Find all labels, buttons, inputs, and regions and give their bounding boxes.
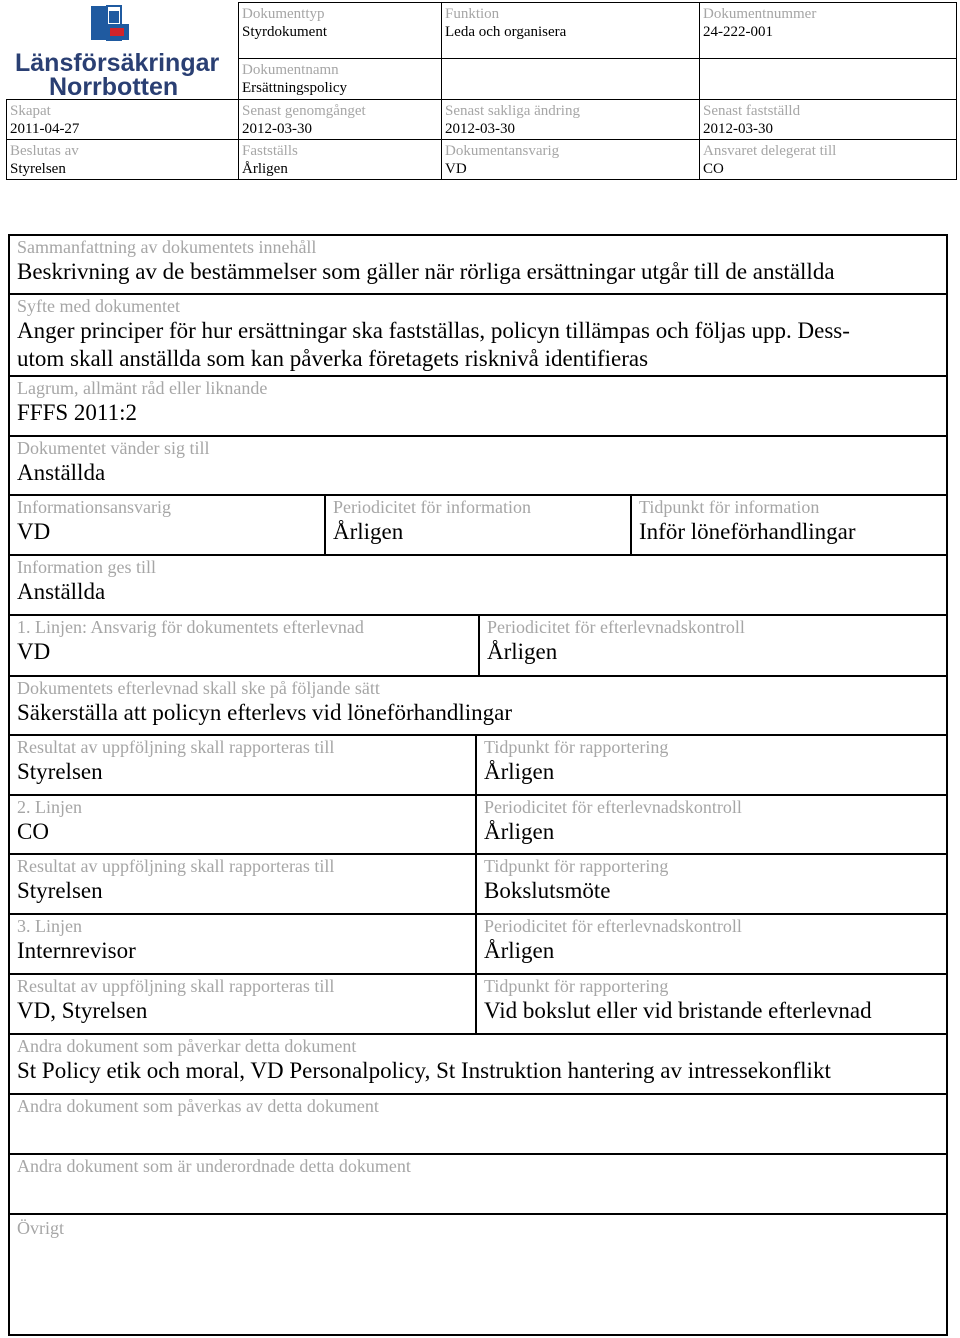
row-vander-sig-till <box>10 437 946 496</box>
field-value: Säkerställa att policyn efterlevs vid löneförhandlingar <box>17 700 512 725</box>
field-label: Andra dokument som påverkas av detta dokument <box>17 1096 379 1116</box>
field-senast-genomganget <box>239 99 442 139</box>
field-label: Dokumentnummer <box>703 6 817 22</box>
row-linje2 <box>10 796 946 855</box>
document-details-form <box>8 234 948 1336</box>
field-label: Beslutas av <box>10 142 79 159</box>
field-faststalls <box>239 139 442 179</box>
row-linje3-rapportering <box>10 975 946 1035</box>
row-sammanfattning <box>10 236 946 295</box>
field-dokumentnamn <box>239 59 442 99</box>
row-underordnade <box>10 1155 946 1215</box>
field-value: Internrevisor <box>17 938 136 963</box>
field-value: Styrdokument <box>242 24 327 40</box>
field-value: CO <box>703 160 724 177</box>
field-value: Ersättningspolicy <box>242 80 347 97</box>
row-efterlevnad <box>10 677 946 736</box>
field-beslutas-av <box>7 139 239 179</box>
field-value: 24-222-001 <box>703 24 773 40</box>
field-label: Dokumentansvarig <box>445 142 560 159</box>
field-label: Informationsansvarig <box>17 497 171 517</box>
row-linje2-rapportering <box>10 855 946 915</box>
field-value: Beskrivning av de bestämmelser som gäller när rörliga ersättningar utgår till de anställda <box>17 259 835 284</box>
field-senast-sakliga-andring <box>442 99 700 139</box>
field-dokumentnummer <box>700 3 957 59</box>
field-label: Skapat <box>10 102 51 119</box>
field-value: Styrelsen <box>10 160 66 177</box>
field-label: Information ges till <box>17 557 156 577</box>
field-label: Periodicitet för efterlevnadskontroll <box>484 916 742 936</box>
logo-name-line1: Länsförsäkringar <box>14 48 219 77</box>
row-paverkas <box>10 1095 946 1155</box>
field-label: Tidpunkt för rapportering <box>484 976 669 996</box>
field-value: St Policy etik och moral, VD Personalpolicy, St Instruktion hantering av intressekonflikt <box>17 1058 831 1083</box>
field-label: Andra dokument som påverkar detta dokument <box>17 1036 357 1056</box>
row-information-ges-till <box>10 556 946 616</box>
field-value: Årligen <box>242 160 288 177</box>
field-value: 2012-03-30 <box>242 120 312 137</box>
field-label: Övrigt <box>17 1218 64 1238</box>
empty-cell <box>442 59 700 99</box>
row-ovrigt <box>10 1215 946 1334</box>
field-label: Tidpunkt för information <box>639 497 820 517</box>
company-logo <box>7 3 239 99</box>
field-senast-faststalld <box>700 99 957 139</box>
field-value-line2: utom skall anställda som kan påverka företagets risknivå identifieras <box>17 346 649 371</box>
field-label: Sammanfattning av dokumentets innehåll <box>17 237 317 257</box>
row-linje1-rapportering <box>10 736 946 796</box>
field-value: 2012-03-30 <box>703 120 773 137</box>
row-paverkar <box>10 1035 946 1095</box>
field-value: VD <box>445 160 467 177</box>
field-label: 1. Linjen: Ansvarig för dokumentets efterlevnad <box>17 617 364 637</box>
field-label: Fastställs <box>242 142 298 159</box>
field-value: VD <box>17 519 51 544</box>
field-value: 2011-04-27 <box>10 120 80 137</box>
field-value: CO <box>17 819 49 844</box>
field-label: Syfte med dokumentet <box>17 296 180 316</box>
field-value: Inför löneförhandlingar <box>639 519 856 544</box>
field-dokumentansvarig <box>442 139 700 179</box>
field-label: Senast sakliga ändring <box>445 102 580 119</box>
field-label: Periodicitet för efterlevnadskontroll <box>484 797 742 817</box>
field-label: Periodicitet för information <box>333 497 531 517</box>
field-label: Resultat av uppföljning skall rapporteras till <box>17 856 335 876</box>
field-label: Ansvaret delegerat till <box>703 142 837 159</box>
field-value: Bokslutsmöte <box>484 878 611 903</box>
empty-cell <box>700 59 957 99</box>
field-value: Årligen <box>484 759 555 784</box>
field-value: Årligen <box>333 519 404 544</box>
field-label: Lagrum, allmänt råd eller liknande <box>17 378 268 398</box>
field-label: Tidpunkt för rapportering <box>484 737 669 757</box>
field-label: Dokumentnamn <box>242 62 339 79</box>
field-value: Styrelsen <box>17 759 103 784</box>
field-label: 3. Linjen <box>17 916 82 936</box>
field-value: Styrelsen <box>17 878 103 903</box>
document-header-table <box>6 2 957 180</box>
field-value: Anställda <box>17 579 106 604</box>
row-syfte <box>10 295 946 377</box>
field-label: Dokumentet vänder sig till <box>17 438 210 458</box>
field-value: FFFS 2011:2 <box>17 400 137 425</box>
field-dokumenttyp <box>239 3 442 59</box>
field-label: Andra dokument som är underordnade detta dokument <box>17 1156 411 1176</box>
field-value: Årligen <box>484 938 555 963</box>
lansforsakringar-emblem-icon <box>7 3 239 99</box>
field-label: Dokumenttyp <box>242 6 325 22</box>
field-label: Funktion <box>445 6 500 22</box>
field-label: Dokumentets efterlevnad skall ske på följande sätt <box>17 678 380 698</box>
field-label: 2. Linjen <box>17 797 82 817</box>
row-information <box>10 496 946 556</box>
field-value: 2012-03-30 <box>445 120 515 137</box>
field-value: VD, Styrelsen <box>17 998 148 1023</box>
field-ansvaret-delegerat-till <box>700 139 957 179</box>
field-value: Anställda <box>17 460 106 485</box>
row-linje1 <box>10 616 946 677</box>
field-skapat <box>7 99 239 139</box>
logo-name-line2: Norrbotten <box>48 72 178 99</box>
field-label: Senast genomgånget <box>242 102 366 119</box>
field-value: Årligen <box>487 639 558 664</box>
field-value: Vid bokslut eller vid bristande efterlevnad <box>484 998 872 1023</box>
field-label: Resultat av uppföljning skall rapporteras till <box>17 976 335 996</box>
field-value-line1: Anger principer för hur ersättningar ska fastställas, policyn tillämpas och följas upp. Dess- <box>17 318 850 343</box>
field-funktion <box>442 3 700 59</box>
field-value: Leda och organisera <box>445 24 567 40</box>
field-value: Årligen <box>484 819 555 844</box>
logo-cell <box>7 3 239 100</box>
field-label: Tidpunkt för rapportering <box>484 856 669 876</box>
field-value: VD <box>17 639 51 664</box>
row-lagrum <box>10 377 946 437</box>
field-label: Periodicitet för efterlevnadskontroll <box>487 617 745 637</box>
field-label: Resultat av uppföljning skall rapporteras till <box>17 737 335 757</box>
field-label: Senast fastställd <box>703 102 801 119</box>
row-linje3 <box>10 915 946 975</box>
